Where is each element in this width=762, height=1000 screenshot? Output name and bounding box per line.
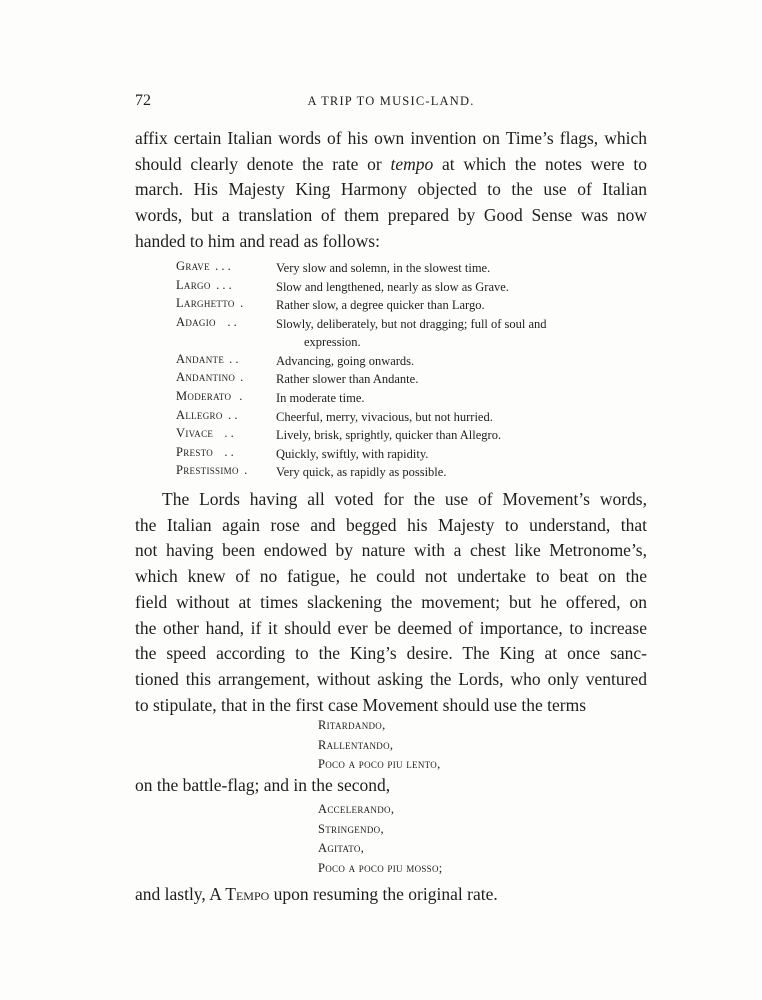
tempo-term: Andante xyxy=(176,351,225,366)
battle-flag-line: on the battle-flag; and in the second, xyxy=(135,775,391,795)
tempo-definition: Very slow and solemn, in the slowest time. xyxy=(276,261,491,275)
tempo-definition: Rather slow, a degree quicker than Largo. xyxy=(276,298,485,313)
leader-dots: . . xyxy=(226,351,239,366)
italian-term: Poco a poco piu mosso; xyxy=(318,860,443,875)
paragraph-lords xyxy=(135,487,647,718)
tempo-term: Largo xyxy=(176,277,211,292)
text-line: the Italian again rose and begged his Majesty to understand, that xyxy=(135,514,647,535)
leader-dots: . xyxy=(237,296,244,311)
tempo-term: Presto xyxy=(176,444,214,459)
leader-dots: . . . xyxy=(213,277,232,292)
italian-term: Rallentando, xyxy=(318,737,394,752)
text-line: should clearly denote the rate or tempo at which the notes were to xyxy=(135,153,647,174)
closing-line: and lastly, A Tempo upon resuming the original rate. xyxy=(135,884,498,904)
leader-dots: . xyxy=(241,463,248,478)
tempo-definition: Advancing, going onwards. xyxy=(276,353,415,368)
leader-dots: . xyxy=(237,370,244,385)
tempo-term-row xyxy=(176,296,616,315)
text-line: words, but a translation of them prepared by Good Sense was now xyxy=(135,205,647,226)
tempo-term: Adagio xyxy=(176,314,216,329)
text-line: handed to him and read as follows: xyxy=(135,230,380,251)
a-tempo-term: Tempo xyxy=(225,884,270,904)
tempo-term: Larghetto xyxy=(176,296,235,311)
text-line: which knew of no fatigue, he could not undertake to beat on the xyxy=(135,566,647,587)
tempo-term-row xyxy=(176,315,616,352)
tempo-term: Moderato xyxy=(176,388,232,403)
page-header xyxy=(135,92,647,114)
text-line: march. His Majesty King Harmony objected to the use of Italian xyxy=(135,179,647,200)
text-line: affix certain Italian words of his own invention on Time’s flags, which xyxy=(135,128,647,148)
italian-term: Agitato, xyxy=(318,841,365,855)
quickening-terms-block xyxy=(318,802,443,880)
tempo-definition: Slowly, deliberately, but not dragging; full of soul and expression. xyxy=(276,316,547,350)
italian-term: Poco a poco piu lento, xyxy=(318,757,441,771)
tempo-definition: Lively, brisk, sprightly, quicker than Allegro. xyxy=(276,428,502,443)
tempo-term-row xyxy=(176,259,616,278)
tempo-term-row xyxy=(176,389,616,408)
tempo-term-row xyxy=(176,445,616,464)
italian-term: Accelerando, xyxy=(318,802,395,816)
tempo-definition: Slow and lengthened, nearly as slow as Grave. xyxy=(276,279,509,294)
italian-term: Stringendo, xyxy=(318,821,384,836)
tempo-term: Andantino xyxy=(176,370,236,385)
leader-dots: . . xyxy=(225,407,238,422)
leader-dots: . . . xyxy=(212,259,231,273)
tempo-term: Vivace xyxy=(176,426,214,441)
leader-dots: . . xyxy=(215,426,234,441)
tempo-term-row xyxy=(176,408,616,427)
text-line: to stipulate, that in the first case Movement should use the terms xyxy=(135,694,587,715)
paragraph-intro xyxy=(135,126,647,255)
text-line: field without at times slackening the movement; but he offered, on xyxy=(135,591,647,612)
tempo-terms-list xyxy=(176,259,616,482)
tempo-definition: In moderate time. xyxy=(276,390,365,405)
italian-term: Ritardando, xyxy=(318,718,386,732)
page-number: 72 xyxy=(135,92,151,109)
text-line: The Lords having all voted for the use of Movement’s words, xyxy=(162,489,647,509)
text-line: tioned this arrangement, without asking the Lords, who only ventured xyxy=(135,668,647,689)
tempo-definition: Rather slower than Andante. xyxy=(276,372,419,387)
tempo-definition: Quickly, swiftly, with rapidity. xyxy=(276,446,429,461)
text-line: the speed according to the King’s desire. The King at once sanc- xyxy=(135,643,647,664)
tempo-term: Prestissimo xyxy=(176,463,239,478)
text-line: not having been endowed by nature with a chest like Metronome’s, xyxy=(135,540,647,561)
tempo-definition: Cheerful, merry, vivacious, but not hurried. xyxy=(276,409,493,424)
tempo-term: Allegro xyxy=(176,407,223,422)
tempo-definition: Very quick, as rapidly as possible. xyxy=(276,465,447,480)
tempo-term-row xyxy=(176,352,616,371)
leader-dots: . xyxy=(233,388,243,403)
tempo-term: Grave xyxy=(176,259,210,273)
tempo-term-row xyxy=(176,426,616,445)
text-line: the other hand, if it should ever be deemed of importance, to increase xyxy=(135,617,647,638)
slowing-terms-block xyxy=(318,718,441,777)
tempo-term-row xyxy=(176,278,616,297)
tempo-term-row xyxy=(176,370,616,389)
running-title: A TRIP TO MUSIC-LAND. xyxy=(307,94,475,108)
tempo-term-row xyxy=(176,463,616,482)
leader-dots: . . xyxy=(218,314,237,329)
italic-word: tempo xyxy=(390,153,434,174)
leader-dots: . . xyxy=(215,444,234,459)
